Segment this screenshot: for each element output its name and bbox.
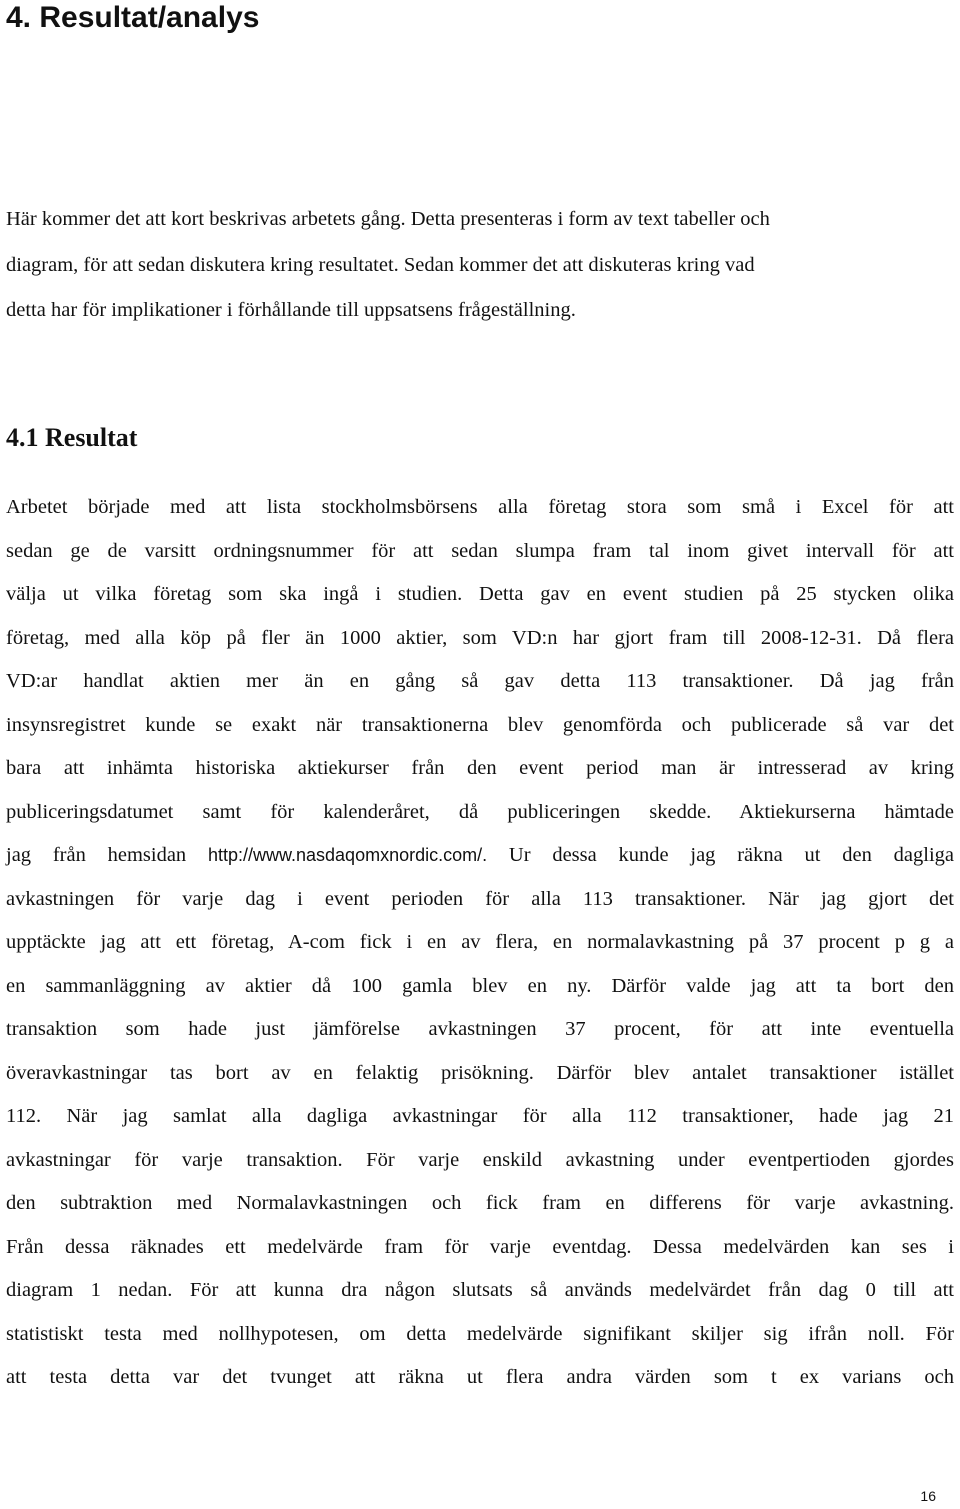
- intro-line: detta har för implikationer i förhållande till uppsatsens frågeställning.: [6, 299, 576, 321]
- paragraph-line: VD:ar handlat aktien mer än en gång så gav detta 113 transaktioner. Då jag från: [6, 670, 954, 692]
- paragraph-line: avkastningar för varje transaktion. För varje enskild avkastning under eventpertioden gjordes: [6, 1148, 954, 1171]
- paragraph-line: en sammanläggning av aktier då 100 gamla blev en ny. Därför valde jag att ta bort den: [6, 974, 954, 997]
- paragraph-line: upptäckte jag att ett företag, A-com fick i en av flera, en normalavkastning på 37 procent p g a: [6, 931, 954, 953]
- paragraph-line: avkastningen för varje dag i event perioden för alla 113 transaktioner. När jag gjort det: [6, 887, 954, 910]
- paragraph-line: sedan ge de varsitt ordningsnummer för att sedan slumpa fram tal inom givet intervall för att: [6, 539, 954, 562]
- section-title: 4.1 Resultat: [6, 423, 138, 452]
- paragraph-line: bara att inhämta historiska aktiekurser från den event period man är intresserad av kring: [6, 757, 954, 779]
- paragraph-line: insynsregistret kunde se exakt när transaktionerna blev genomförda och publicerade så var det: [6, 713, 954, 736]
- paragraph-line: 112. När jag samlat alla dagliga avkastningar för alla 112 transaktioner, hade jag 21: [6, 1105, 954, 1127]
- paragraph-line: Från dessa räknades ett medelvärde fram för varje eventdag. Dessa medelvärden kan ses i: [6, 1235, 954, 1258]
- paragraph-line: välja ut vilka företag som ska ingå i studien. Detta gav en event studien på 25 stycken olika: [6, 583, 954, 605]
- paragraph-line: statistiskt testa med nollhypotesen, om detta medelvärde signifikant skiljer sig ifrån noll. För: [6, 1322, 954, 1345]
- paragraph-line: transaktion som hade just jämförelse avkastningen 37 procent, för att inte eventuella: [6, 1018, 954, 1040]
- line-text-after-link: Ur dessa kunde jag räkna ut den dagliga: [487, 844, 954, 866]
- paragraph-line: den subtraktion med Normalavkastningen och fick fram en differens för varje avkastning.: [6, 1192, 954, 1214]
- page-number: 16: [920, 1488, 936, 1504]
- paragraph-line: överavkastningar tas bort av en felaktig prisökning. Därför blev antalet transaktioner istället: [6, 1061, 954, 1084]
- intro-line: diagram, för att sedan diskutera kring resultatet. Sedan kommer det att diskuteras kring vad: [6, 253, 755, 276]
- intro-paragraph: [6, 197, 954, 334]
- line-text-before-link: jag från hemsidan: [6, 844, 208, 866]
- paragraph-line-with-link: [6, 834, 954, 878]
- paragraph-line: att testa detta var det tvunget att räkna ut flera andra värden som t ex varians och: [6, 1366, 954, 1388]
- results-paragraph: [6, 486, 954, 1400]
- paragraph-line: diagram 1 nedan. För att kunna dra någon slutsats så används medelvärdet från dag 0 till att: [6, 1279, 954, 1301]
- chapter-title: 4. Resultat/analys: [6, 1, 260, 34]
- paragraph-line: publiceringsdatumet samt för kalenderåret, då publiceringen skedde. Aktiekurserna hämtade: [6, 800, 954, 823]
- source-url-link[interactable]: http://www.nasdaqomxnordic.com/.: [207, 845, 488, 865]
- paragraph-line: Arbetet började med att lista stockholmsbörsens alla företag stora som små i Excel för att: [6, 496, 954, 518]
- paragraph-line: företag, med alla köp på fler än 1000 aktier, som VD:n har gjort fram till 2008-12-31. Då flera: [6, 626, 954, 649]
- intro-line: Här kommer det att kort beskrivas arbetets gång. Detta presenteras i form av text tabeller och: [6, 208, 770, 230]
